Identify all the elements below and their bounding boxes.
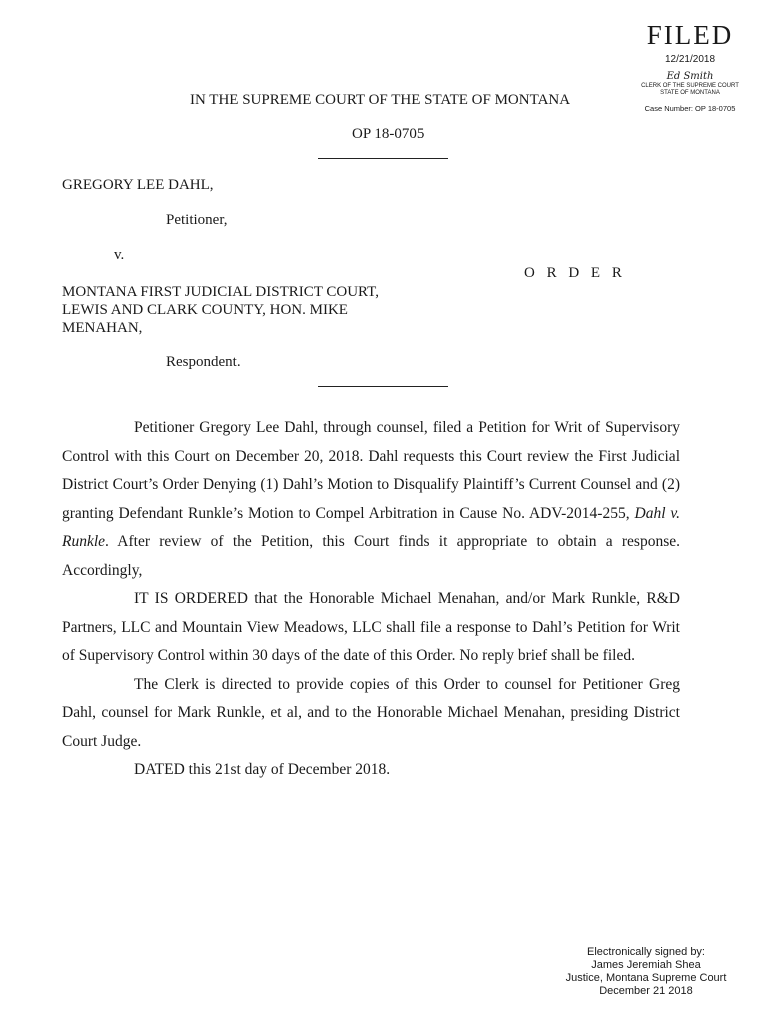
signature-line-1: Electronically signed by: — [586, 946, 705, 958]
signature-line-4: December 21 2018 — [599, 985, 693, 997]
paragraph-clerk: The Clerk is directed to provide copies of this Order to counsel for Petitioner Greg Dahl, counsel for Mark Runkle, et al, and to the Honorable Michael Menahan, presiding District Court Judge. — [62, 675, 680, 750]
case-name-italic: Dahl v. Runkle — [62, 504, 681, 550]
order-title: O R D E R — [524, 265, 626, 281]
electronic-signature — [556, 946, 736, 998]
caption-divider-top — [318, 158, 448, 159]
clerk-title-line-2: STATE OF MONTANA — [660, 90, 720, 96]
signature-line-2: James Jeremiah Shea — [591, 959, 701, 971]
paragraph-petition-text-b: . After review of the Petition, this Court finds it appropriate to obtain a response. Accordingly, — [62, 533, 680, 579]
stamp-filed-label: FILED — [646, 20, 734, 50]
stamp-case-number: Case Number: OP 18-0705 — [644, 104, 736, 113]
respondent-line-1: MONTANA FIRST JUDICIAL DISTRICT COURT, — [62, 284, 379, 300]
clerk-title-line-1: CLERK OF THE SUPREME COURT — [641, 83, 739, 89]
petitioner-name: GREGORY LEE DAHL, — [62, 177, 214, 193]
order-body — [62, 414, 680, 785]
respondent-name — [62, 283, 432, 337]
caption-divider-bottom — [318, 386, 448, 387]
respondent-line-3: MENAHAN, — [62, 320, 143, 336]
clerk-title — [630, 83, 750, 97]
respondent-line-2: LEWIS AND CLARK COUNTY, HON. MIKE — [62, 302, 348, 318]
clerk-signature: Ed Smith — [666, 71, 714, 82]
signature-line-3: Justice, Montana Supreme Court — [565, 972, 727, 984]
respondent-role: Respondent. — [166, 354, 241, 370]
versus-label: v. — [114, 247, 125, 263]
petitioner-role: Petitioner, — [166, 212, 228, 228]
filing-stamp — [630, 18, 750, 113]
court-title: IN THE SUPREME COURT OF THE STATE OF MONTANA — [190, 92, 571, 108]
paragraph-order: IT IS ORDERED that the Honorable Michael Menahan, and/or Mark Runkle, R&D Partners, LLC and Mountain View Meadows, LLC shall file a response to Dahl’s Petition for Writ of Supervisory Control within 30 days of the date of this Order. No reply brief shall be filed. — [62, 590, 680, 664]
case-number: OP 18-0705 — [352, 126, 425, 142]
stamp-date: 12/21/2018 — [664, 54, 716, 65]
paragraph-petition — [62, 414, 680, 585]
paragraph-petition-text-a: Petitioner Gregory Lee Dahl, through counsel, filed a Petition for Writ of Supervisory Control with this Court on December 20, 2018. Dahl requests this Court review the First Judicial District Court’s Order Denying (1) Dahl’s Motion to Disqualify Plaintiff’s Current Counsel and (2) granting Defendant Runkle’s Motion to Compel Arbitration in Cause No. ADV-2014-255, — [62, 419, 680, 522]
paragraph-dated: DATED this 21st day of December 2018. — [134, 761, 391, 778]
